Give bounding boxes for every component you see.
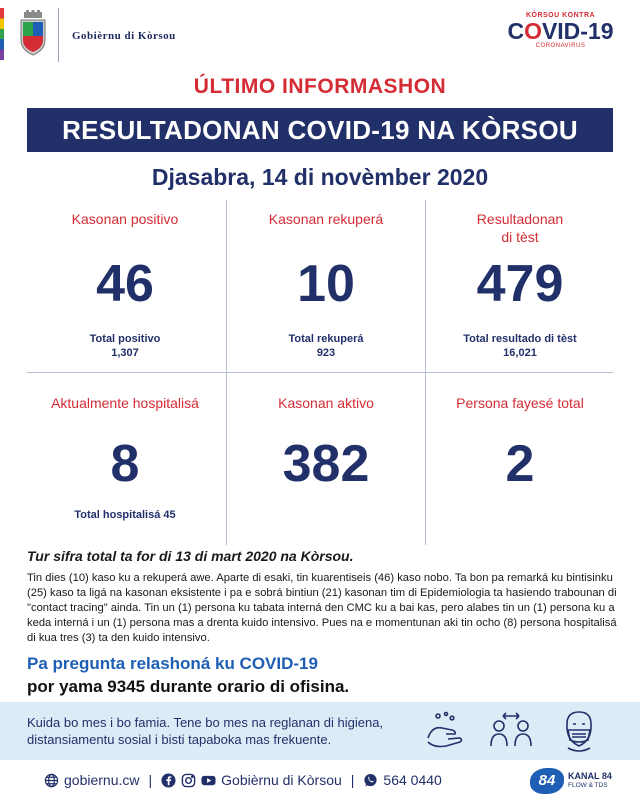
stat-value: 479	[476, 255, 564, 313]
phone-line: por yama 9345 durante orario di ofisina.	[27, 677, 350, 696]
stat-value: 46	[96, 255, 154, 313]
report-date: Djasabra, 14 di novèmber 2020	[151, 164, 489, 190]
stat-deceased	[425, 394, 615, 494]
kanal84-badge: 84	[530, 768, 564, 794]
stat-label: Kasonan aktivo	[278, 395, 374, 411]
stat-total-value: 923	[316, 347, 336, 359]
footer	[0, 764, 640, 800]
globe-icon	[44, 773, 59, 788]
covid-logo	[503, 12, 618, 62]
kanal84-sub: FLOW & TDS	[568, 782, 608, 789]
hand-washing-icon	[422, 708, 468, 754]
stat-total-label: Total positivo	[89, 333, 161, 345]
page-title: RESULTADONAN COVID-19 NA KÒRSOU	[27, 108, 613, 152]
stat-total-label: Total rekuperá	[288, 333, 364, 345]
virus-icon: O	[524, 18, 542, 44]
social-distancing-icon	[488, 708, 534, 754]
stat-value: 8	[110, 435, 140, 493]
header-divider	[58, 8, 59, 62]
stat-value: 2	[505, 435, 535, 493]
stat-total-value: 16,021	[503, 347, 537, 359]
questions-line: Pa pregunta relashoná ku COVID-19	[27, 654, 318, 673]
kanal84-logo	[530, 766, 622, 796]
header	[0, 0, 640, 66]
instagram-icon[interactable]	[181, 773, 196, 788]
covid-logo-main: COVID-19	[507, 18, 614, 44]
stat-label: Resultadonan	[476, 211, 564, 227]
website-link[interactable]: gobiernu.cw	[64, 772, 140, 788]
whatsapp-icon	[363, 773, 378, 788]
stat-active	[228, 394, 424, 494]
stat-total-label: Total hospitalisá 45	[74, 509, 176, 521]
note-heading: Tur sifra total ta for di 13 di mart 2020 na Kòrsou.	[27, 548, 354, 564]
covid-logo-sub: CORONAVIRUS	[535, 43, 586, 49]
coat-of-arms-icon	[18, 10, 48, 56]
kanal84-name: KANAL 84	[568, 771, 612, 781]
stat-label: Aktualmente hospitalisá	[51, 395, 199, 411]
tips-band	[0, 702, 640, 760]
covid-logo-top: KÒRSOU KONTRA	[525, 12, 596, 19]
contact-row: gobiernu.cw | Gobièrnu di Kòrsou | 564 0440	[44, 772, 442, 788]
social-handle[interactable]: Gobièrnu di Kòrsou	[221, 772, 342, 788]
grid-divider	[27, 372, 613, 373]
stat-label: Kasonan positivo	[71, 211, 179, 227]
stat-label: Kasonan rekuperá	[268, 211, 384, 227]
stat-hospitalized	[27, 394, 223, 522]
youtube-icon[interactable]	[201, 773, 216, 788]
stat-recovered	[228, 210, 424, 360]
flag-strip	[0, 8, 4, 60]
stat-tests	[425, 210, 615, 360]
tips-text: Kuida bo mes i bo famia. Tene bo mes na reglanan di higiena, distansiamentu sosial i bisti tapaboka mas frekuente.	[27, 715, 384, 747]
government-name: Gobièrnu di Kòrsou	[72, 30, 176, 42]
whatsapp-number[interactable]: 564 0440	[383, 772, 442, 788]
stat-total-label: Total resultado di tèst	[463, 333, 577, 345]
stat-label: di tèst	[501, 229, 539, 245]
body-paragraph: Tin dies (10) kaso ku a rekuperá awe. Aparte di esaki, tin kuarentiseis (46) kaso nobo. Ta bon pa remarká ku bintisinku (25) kaso ta ligá na kasonan eksistente i pa e sobrá bintiun (21) kasonan tim di Epidemiologia ta hasiendo trabounan di "contact tracing" ainda. Tin un (1) persona ku tabata interná den CMC ku a bai kas, pero alabes tin un (1) persona ku a keda interná i un (1) persona mas a drenta kuido intensivo. Pues na e momentunan aki tin ocho (8) persona hospitalisá di kua tres (3) ta den kuido intensivo.	[27, 572, 617, 644]
stat-total-value: 1,307	[111, 347, 139, 359]
face-mask-icon	[556, 708, 602, 754]
stat-label: Persona fayesé total	[456, 395, 584, 411]
stat-value: 382	[282, 435, 370, 493]
headline: ÚLTIMO INFORMASHON	[193, 75, 447, 98]
facebook-icon[interactable]	[161, 773, 176, 788]
stat-positive	[27, 210, 223, 360]
stat-value: 10	[297, 255, 355, 313]
